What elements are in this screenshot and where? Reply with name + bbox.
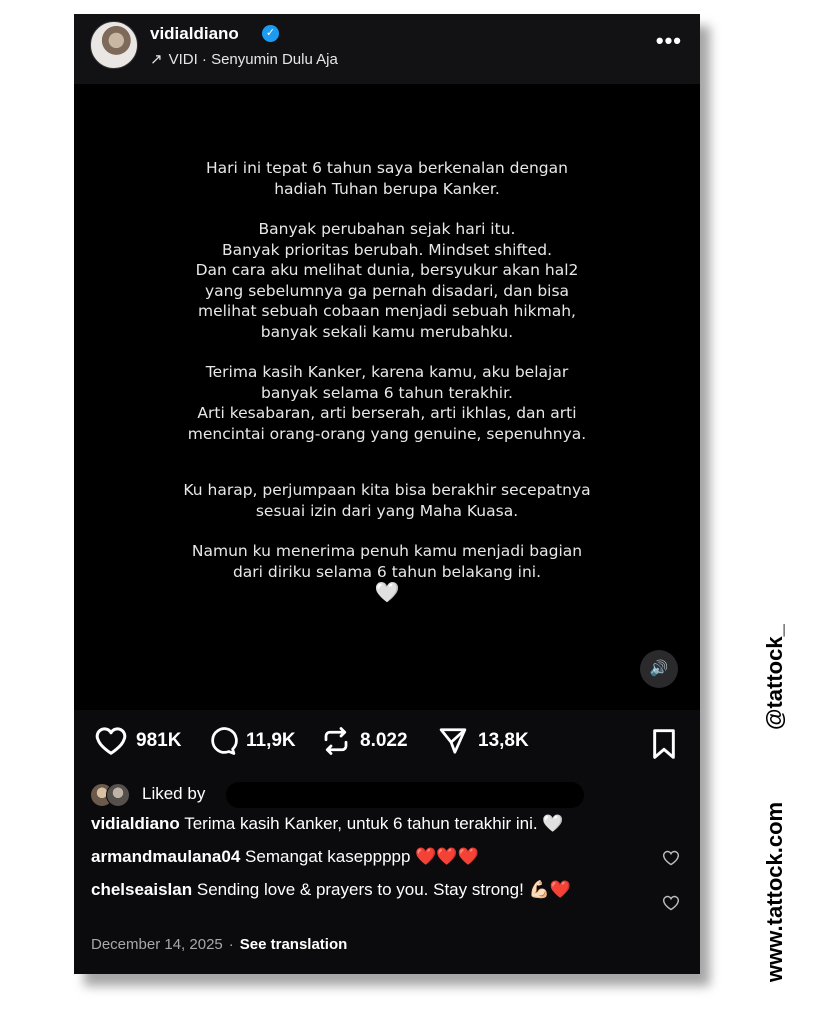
see-translation-link[interactable]: See translation (239, 936, 348, 953)
story-paragraph: Terima kasih Kanker, karena kamu, aku belajar banyak selama 6 tahun terakhir. Arti kesabaran, arti berserah, arti ikhlas, dan arti mencintai orang-orang yang genuine, sepenuhnya. (187, 363, 587, 443)
story-paragraph: Ku harap, perjumpaan kita bisa berakhir secepatnya sesuai izin dari yang Maha Kuasa. (183, 481, 591, 520)
share-count: 13,8K (478, 730, 529, 751)
bookmark-icon[interactable] (650, 728, 678, 760)
post-date: December 14, 2025 (91, 936, 223, 953)
story-paragraph: Banyak perubahan sejak hari itu. Banyak prioritas berubah. Mindset shifted. Dan cara aku melihat dunia, bersyukur akan hal2 yang sebelumnya ga pernah disadari, dan bisa melihat sebuah cobaan menjadi sebuah hikmah, banyak sekali kamu merubahku. (195, 220, 579, 341)
arrow-up-right-icon: ↗ (150, 51, 163, 68)
comment-button[interactable] (206, 726, 296, 756)
repost-icon (320, 726, 352, 756)
comment-row (91, 878, 636, 902)
action-bar (74, 722, 700, 762)
liked-by-label: Liked by (142, 784, 206, 803)
repost-button[interactable] (320, 726, 408, 756)
redacted-bar (226, 782, 584, 808)
music-label: VIDI · Senyumin Dulu Aja (168, 51, 338, 68)
comment-row (91, 845, 651, 869)
username[interactable]: vidialdiano (150, 24, 239, 43)
comment-like-heart-icon[interactable] (662, 850, 680, 866)
send-icon (436, 726, 470, 756)
separator-dot: · (228, 936, 234, 953)
watermark-handle: @tattock_ (762, 624, 787, 730)
liked-by-row[interactable] (90, 782, 690, 808)
post-date-row (91, 936, 347, 953)
comment-username[interactable]: chelseaislan (91, 880, 193, 899)
speaker-icon[interactable]: 🔊 (640, 650, 678, 688)
like-button[interactable] (94, 726, 181, 756)
music-link[interactable] (150, 50, 338, 68)
comment-like-heart-icon[interactable] (662, 895, 680, 911)
heart-icon (94, 726, 128, 756)
liker-avatar (106, 783, 130, 807)
comment-text: Sending love & prayers to you. Stay strong! 💪🏻❤️ (196, 880, 571, 899)
caption-text: Terima kasih Kanker, untuk 6 tahun terakhir ini. 🤍 (184, 814, 564, 833)
more-options-icon[interactable]: ••• (655, 28, 682, 53)
story-paragraph: Namun ku menerima penuh kamu menjadi bagian dari diriku selama 6 tahun belakang ini. (191, 542, 583, 581)
post-card (74, 14, 700, 974)
share-button[interactable] (436, 726, 529, 756)
caption-username[interactable]: vidialdiano (91, 814, 180, 833)
white-heart-emoji: 🤍 (374, 580, 400, 604)
like-count: 981K (136, 730, 182, 751)
comment-count: 11,9K (246, 730, 296, 751)
comment-text: Semangat kaseppppp ❤️❤️❤️ (245, 847, 479, 866)
avatar[interactable] (90, 21, 138, 69)
watermark-site: www.tattock.com (762, 801, 787, 982)
story-paragraph: Hari ini tepat 6 tahun saya berkenalan dengan hadiah Tuhan berupa Kanker. (206, 159, 568, 198)
post-media[interactable] (74, 84, 700, 710)
comment-username[interactable]: armandmaulana04 (91, 847, 241, 866)
repost-count: 8.022 (360, 730, 408, 751)
verified-badge-icon: ✓ (262, 25, 279, 42)
caption (91, 812, 651, 836)
comment-bubble-icon (206, 726, 238, 756)
story-text (74, 158, 700, 605)
post-header (74, 14, 700, 84)
